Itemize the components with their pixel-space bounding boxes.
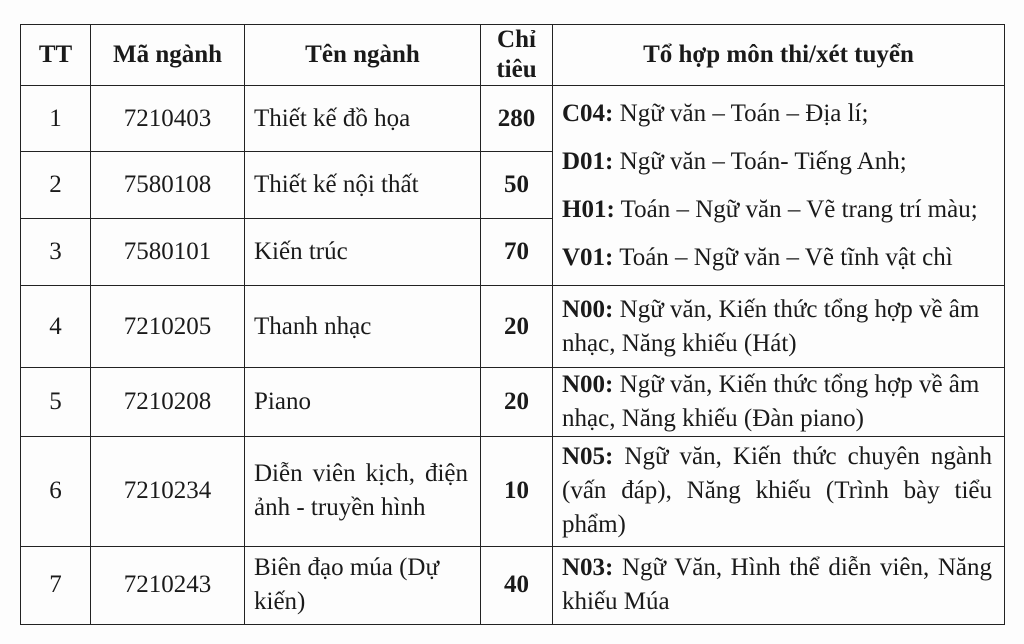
quota-value: 10: [481, 436, 553, 546]
combo-text: Ngữ Văn, Hình thể diễn viên, Năng khiếu Múa: [562, 554, 992, 615]
major-code: 7210208: [91, 368, 245, 437]
combo-line: [562, 138, 998, 186]
header-quota: Chỉ tiêu: [481, 25, 553, 86]
quota-value: 20: [481, 368, 553, 437]
quota-value: 20: [481, 286, 553, 368]
header-code: Mã ngành: [91, 25, 245, 86]
header-combo: Tổ hợp môn thi/xét tuyển: [553, 25, 1005, 86]
row-number: 5: [21, 368, 91, 437]
row-number: 3: [21, 219, 91, 286]
major-code: 7210243: [91, 546, 245, 624]
table-row: [21, 546, 1005, 624]
combo-cell: [553, 546, 1005, 624]
combo-text: Ngữ văn – Toán- Tiếng Anh;: [613, 147, 907, 175]
row-number: 6: [21, 436, 91, 546]
combo-code: H01:: [562, 195, 615, 223]
shared-combo-cell: [553, 86, 1005, 286]
quota-value: 40: [481, 546, 553, 624]
combo-code: C04:: [562, 99, 614, 127]
major-name: Piano: [245, 368, 481, 437]
combo-code: N00:: [562, 295, 614, 323]
header-name: Tên ngành: [245, 25, 481, 86]
combo-code: N05:: [562, 443, 614, 471]
combo-code: N03:: [562, 554, 614, 582]
major-name: Diễn viên kịch, điện ảnh - truyền hình: [245, 436, 481, 546]
major-code: 7210234: [91, 436, 245, 546]
table-row: [21, 436, 1005, 546]
combo-cell: [553, 436, 1005, 546]
major-code: 7210403: [91, 86, 245, 152]
quota-value: 280: [481, 86, 553, 152]
header-tt: TT: [21, 25, 91, 86]
combo-text: Ngữ văn, Kiến thức chuyên ngành (vấn đáp), Năng khiếu (Trình bày tiểu phẩm): [562, 443, 992, 538]
row-number: 2: [21, 152, 91, 219]
major-code: 7580108: [91, 152, 245, 219]
quota-value: 50: [481, 152, 553, 219]
admission-table: [20, 24, 1005, 625]
major-code: 7210205: [91, 286, 245, 368]
combo-line: [562, 90, 998, 138]
combo-text: Toán – Ngữ văn – Vẽ trang trí màu;: [614, 195, 978, 223]
major-name: Thiết kế nội thất: [245, 152, 481, 219]
combo-line: [562, 234, 998, 282]
combo-cell: [553, 286, 1005, 368]
major-name: Biên đạo múa (Dự kiến): [245, 546, 481, 624]
table-row: [21, 286, 1005, 368]
header-row: [21, 25, 1005, 86]
major-name: Thiết kế đồ họa: [245, 86, 481, 152]
combo-cell: [553, 368, 1005, 437]
combo-code: N00:: [562, 371, 614, 398]
major-code: 7580101: [91, 219, 245, 286]
row-number: 1: [21, 86, 91, 152]
row-number: 7: [21, 546, 91, 624]
combo-text: Toán – Ngữ văn – Vẽ tĩnh vật chì: [613, 243, 953, 271]
table-row: [21, 86, 1005, 152]
combo-line: [562, 186, 998, 234]
major-name: Kiến trúc: [245, 219, 481, 286]
table-row: [21, 368, 1005, 437]
combo-text: Ngữ văn, Kiến thức tổng hợp về âm nhạc, Năng khiếu (Đàn piano): [562, 371, 980, 432]
combo-text: Ngữ văn – Toán – Địa lí;: [613, 99, 869, 127]
combo-code: V01:: [562, 243, 614, 271]
quota-value: 70: [481, 219, 553, 286]
major-name: Thanh nhạc: [245, 286, 481, 368]
combo-text: Ngữ văn, Kiến thức tổng hợp về âm nhạc, Năng khiếu (Hát): [562, 295, 980, 357]
combo-code: D01:: [562, 147, 614, 175]
row-number: 4: [21, 286, 91, 368]
